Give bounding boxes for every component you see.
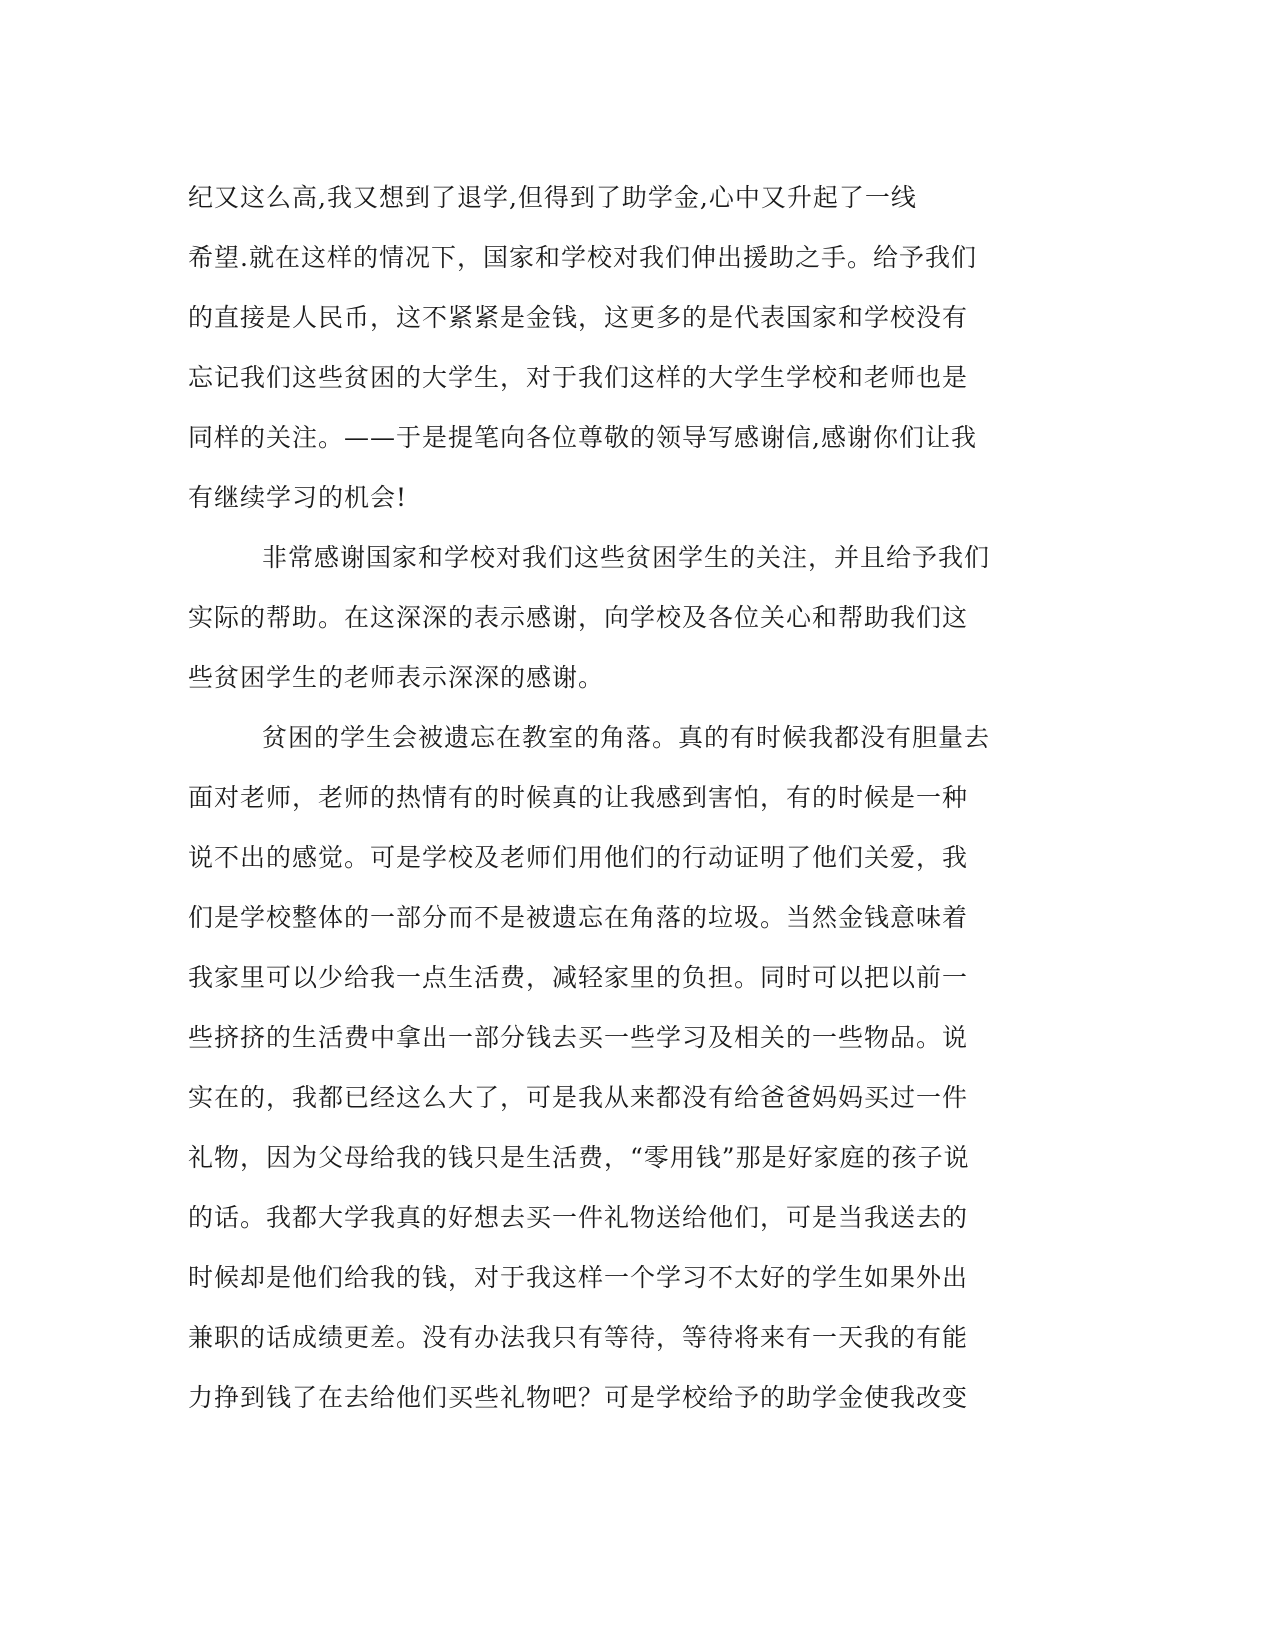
letter-body bbox=[188, 168, 1068, 1428]
text-line: 力挣到钱了在去给他们买些礼物吧？可是学校给予的助学金使我改变 bbox=[188, 1383, 969, 1412]
text-line: 忘记我们这些贫困的大学生，对于我们这样的大学生学校和老师也是 bbox=[188, 363, 969, 392]
text-line: 希望.就在这样的情况下，国家和学校对我们伸出援助之手。给予我们 bbox=[188, 243, 977, 272]
text-line: 面对老师，老师的热情有的时候真的让我感到害怕，有的时候是一种 bbox=[188, 783, 969, 812]
text-line: 实际的帮助。在这深深的表示感谢，向学校及各位关心和帮助我们这 bbox=[188, 603, 969, 632]
text-line: 兼职的话成绩更差。没有办法我只有等待，等待将来有一天我的有能 bbox=[188, 1323, 969, 1352]
text-line: 同样的关注。——于是提笔向各位尊敬的领导写感谢信,感谢你们让我 bbox=[188, 423, 977, 452]
text-line: 我家里可以少给我一点生活费，减轻家里的负担。同时可以把以前一 bbox=[188, 963, 969, 992]
text-line: 时候却是他们给我的钱，对于我这样一个学习不太好的学生如果外出 bbox=[188, 1263, 969, 1292]
text-line: 纪又这么高,我又想到了退学,但得到了助学金,心中又升起了一线 bbox=[188, 183, 917, 212]
text-line: 礼物，因为父母给我的钱只是生活费，“零用钱”那是好家庭的孩子说 bbox=[188, 1143, 970, 1172]
text-line: 些挤挤的生活费中拿出一部分钱去买一些学习及相关的一些物品。说 bbox=[188, 1023, 969, 1052]
text-line: 的直接是人民币，这不紧紧是金钱，这更多的是代表国家和学校没有 bbox=[188, 303, 969, 332]
text-line: 实在的，我都已经这么大了，可是我从来都没有给爸爸妈妈买过一件 bbox=[188, 1083, 969, 1112]
text-line: 们是学校整体的一部分而不是被遗忘在角落的垃圾。当然金钱意味着 bbox=[188, 903, 969, 932]
text-line: 些贫困学生的老师表示深深的感谢。 bbox=[188, 663, 605, 692]
text-line: 的话。我都大学我真的好想去买一件礼物送给他们，可是当我送去的 bbox=[188, 1203, 969, 1232]
paragraph-start-line: 非常感谢国家和学校对我们这些贫困学生的关注，并且给予我们 bbox=[262, 543, 991, 572]
text-line: 有继续学习的机会! bbox=[188, 483, 408, 512]
paragraph-start-line: 贫困的学生会被遗忘在教室的角落。真的有时候我都没有胆量去 bbox=[262, 723, 991, 752]
text-line: 说不出的感觉。可是学校及老师们用他们的行动证明了他们关爱，我 bbox=[188, 843, 969, 872]
